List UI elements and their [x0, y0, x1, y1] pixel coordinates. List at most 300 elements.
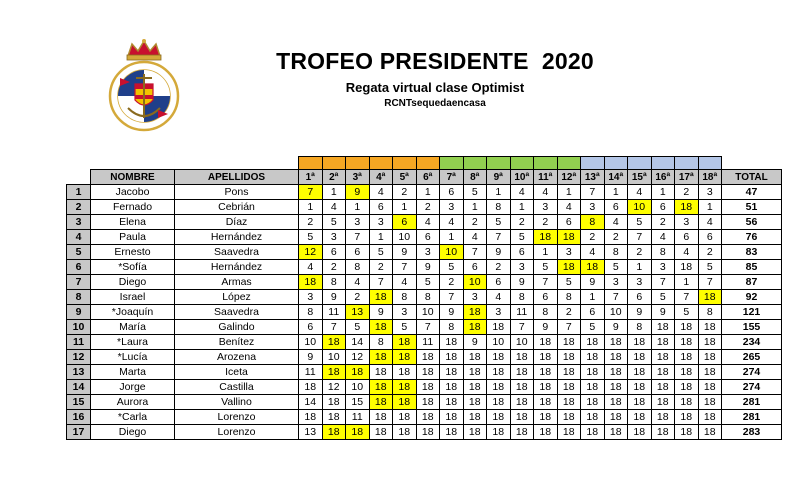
column-header-race: 16ª [651, 170, 675, 185]
race-result-cell: 18 [651, 350, 675, 365]
race-result-cell: 18 [510, 350, 534, 365]
race-result-cell: 6 [628, 290, 652, 305]
table-row [67, 380, 782, 395]
race-result-cell: 4 [487, 290, 511, 305]
race-group-swatch [393, 157, 417, 170]
column-header-race: 2ª [322, 170, 346, 185]
discarded-result-cell: 18 [322, 335, 346, 350]
race-result-cell: 18 [698, 395, 722, 410]
race-result-cell: 11 [299, 365, 323, 380]
race-group-swatch [416, 157, 440, 170]
race-result-cell: 8 [369, 335, 393, 350]
discarded-result-cell: 18 [346, 425, 370, 440]
position-cell: 6 [67, 260, 91, 275]
race-result-cell: 2 [510, 215, 534, 230]
nombre-cell: Ernesto [91, 245, 175, 260]
race-result-cell: 7 [628, 230, 652, 245]
apellidos-cell: Saavedra [175, 245, 299, 260]
race-result-cell: 4 [322, 200, 346, 215]
race-result-cell: 3 [416, 245, 440, 260]
race-result-cell: 5 [628, 215, 652, 230]
race-result-cell: 18 [369, 365, 393, 380]
race-result-cell: 18 [534, 350, 558, 365]
discarded-result-cell: 18 [393, 335, 417, 350]
race-result-cell: 18 [557, 350, 581, 365]
discarded-result-cell: 18 [369, 320, 393, 335]
column-header-race: 17ª [675, 170, 699, 185]
discarded-result-cell: 18 [581, 260, 605, 275]
column-header-race: 18ª [698, 170, 722, 185]
race-result-cell: 18 [510, 365, 534, 380]
apellidos-cell: Lorenzo [175, 425, 299, 440]
race-result-cell: 9 [534, 320, 558, 335]
race-result-cell: 18 [487, 365, 511, 380]
race-result-cell: 1 [463, 200, 487, 215]
race-result-cell: 18 [581, 380, 605, 395]
race-result-cell: 18 [369, 410, 393, 425]
race-result-cell: 5 [299, 230, 323, 245]
discarded-result-cell: 18 [369, 350, 393, 365]
race-result-cell: 7 [651, 275, 675, 290]
race-result-cell: 18 [416, 365, 440, 380]
race-result-cell: 18 [487, 395, 511, 410]
race-result-cell: 6 [369, 200, 393, 215]
race-result-cell: 7 [534, 275, 558, 290]
race-result-cell: 18 [440, 395, 464, 410]
crown-icon [127, 39, 161, 60]
race-result-cell: 18 [675, 320, 699, 335]
race-result-cell: 18 [698, 380, 722, 395]
race-group-swatch [628, 157, 652, 170]
race-result-cell: 18 [675, 425, 699, 440]
race-result-cell: 5 [416, 275, 440, 290]
table-row [67, 245, 782, 260]
column-header-race: 9ª [487, 170, 511, 185]
race-result-cell: 15 [346, 395, 370, 410]
race-result-cell: 1 [393, 200, 417, 215]
column-header-race: 10ª [510, 170, 534, 185]
race-result-cell: 18 [581, 350, 605, 365]
race-result-cell: 18 [628, 410, 652, 425]
race-result-cell: 2 [534, 215, 558, 230]
table-row [67, 290, 782, 305]
race-result-cell: 1 [440, 230, 464, 245]
position-cell: 9 [67, 305, 91, 320]
race-result-cell: 3 [675, 215, 699, 230]
hashtag-label: RCNTsequedaencasa [384, 98, 486, 109]
race-result-cell: 6 [698, 230, 722, 245]
race-result-cell: 2 [440, 275, 464, 290]
race-result-cell: 10 [604, 305, 628, 320]
race-group-swatch [463, 157, 487, 170]
race-result-cell: 8 [416, 290, 440, 305]
race-result-cell: 18 [604, 335, 628, 350]
race-result-cell: 18 [534, 410, 558, 425]
total-cell: 56 [722, 215, 782, 230]
discarded-result-cell: 18 [698, 290, 722, 305]
race-group-swatch [557, 157, 581, 170]
race-result-cell: 18 [675, 365, 699, 380]
race-result-cell: 1 [628, 260, 652, 275]
discarded-result-cell: 10 [440, 245, 464, 260]
race-result-cell: 11 [416, 335, 440, 350]
race-result-cell: 5 [346, 320, 370, 335]
table-row [67, 185, 782, 200]
race-result-cell: 4 [651, 230, 675, 245]
race-result-cell: 9 [604, 320, 628, 335]
table-row [67, 320, 782, 335]
column-header-race: 15ª [628, 170, 652, 185]
page-title: TROFEO PRESIDENTE 2020 [276, 48, 594, 74]
discarded-result-cell: 18 [557, 260, 581, 275]
race-result-cell: 18 [416, 380, 440, 395]
table-row [67, 365, 782, 380]
race-result-cell: 18 [416, 425, 440, 440]
race-result-cell: 18 [322, 395, 346, 410]
race-result-cell: 4 [510, 185, 534, 200]
column-header-race: 14ª [604, 170, 628, 185]
column-header-race: 5ª [393, 170, 417, 185]
discarded-result-cell: 18 [463, 305, 487, 320]
race-result-cell: 5 [487, 215, 511, 230]
race-result-cell: 7 [581, 185, 605, 200]
race-result-cell: 18 [440, 425, 464, 440]
total-cell: 274 [722, 365, 782, 380]
race-result-cell: 18 [581, 410, 605, 425]
race-result-cell: 12 [346, 350, 370, 365]
column-header-race: 13ª [581, 170, 605, 185]
race-result-cell: 10 [487, 335, 511, 350]
position-cell: 10 [67, 320, 91, 335]
race-result-cell: 6 [651, 200, 675, 215]
race-result-cell: 6 [534, 290, 558, 305]
apellidos-cell: Lorenzo [175, 410, 299, 425]
race-result-cell: 18 [604, 380, 628, 395]
race-result-cell: 8 [487, 200, 511, 215]
nombre-cell: María [91, 320, 175, 335]
apellidos-cell: Hernández [175, 230, 299, 245]
race-result-cell: 1 [604, 185, 628, 200]
race-result-cell: 18 [651, 320, 675, 335]
race-result-cell: 11 [322, 305, 346, 320]
position-cell: 5 [67, 245, 91, 260]
race-result-cell: 3 [346, 215, 370, 230]
discarded-result-cell: 6 [393, 215, 417, 230]
discarded-result-cell: 10 [463, 275, 487, 290]
discarded-result-cell: 18 [463, 320, 487, 335]
race-result-cell: 6 [675, 230, 699, 245]
race-result-cell: 4 [393, 275, 417, 290]
race-result-cell: 18 [604, 365, 628, 380]
race-result-cell: 4 [628, 185, 652, 200]
race-result-cell: 18 [369, 425, 393, 440]
race-result-cell: 7 [510, 320, 534, 335]
race-result-cell: 18 [651, 380, 675, 395]
race-result-cell: 4 [581, 245, 605, 260]
race-result-cell: 4 [675, 245, 699, 260]
column-header-race: 1ª [299, 170, 323, 185]
race-result-cell: 7 [393, 260, 417, 275]
race-result-cell: 7 [557, 320, 581, 335]
position-cell: 17 [67, 425, 91, 440]
race-result-cell: 4 [369, 185, 393, 200]
column-header-apellidos: APELLIDOS [175, 170, 299, 185]
race-result-cell: 8 [393, 290, 417, 305]
race-result-cell: 10 [299, 335, 323, 350]
race-result-cell: 5 [557, 275, 581, 290]
race-result-cell: 18 [440, 335, 464, 350]
discarded-result-cell: 18 [322, 425, 346, 440]
table-row [67, 200, 782, 215]
race-result-cell: 18 [510, 425, 534, 440]
race-result-cell: 18 [463, 410, 487, 425]
total-cell: 274 [722, 380, 782, 395]
race-result-cell: 18 [675, 380, 699, 395]
race-result-cell: 3 [369, 215, 393, 230]
discarded-result-cell: 7 [299, 185, 323, 200]
race-result-cell: 4 [557, 200, 581, 215]
total-cell: 283 [722, 425, 782, 440]
race-result-cell: 2 [581, 230, 605, 245]
race-group-swatch [369, 157, 393, 170]
discarded-result-cell: 10 [628, 200, 652, 215]
race-result-cell: 6 [510, 245, 534, 260]
race-result-cell: 6 [299, 320, 323, 335]
race-result-cell: 13 [299, 425, 323, 440]
total-cell: 121 [722, 305, 782, 320]
column-header-race: 11ª [534, 170, 558, 185]
race-result-cell: 18 [416, 350, 440, 365]
apellidos-cell: Díaz [175, 215, 299, 230]
race-result-cell: 3 [651, 260, 675, 275]
table-row [67, 350, 782, 365]
race-group-color-row [67, 157, 782, 170]
race-result-cell: 10 [416, 305, 440, 320]
race-group-swatch [346, 157, 370, 170]
race-result-cell: 1 [346, 200, 370, 215]
race-result-cell: 18 [463, 380, 487, 395]
race-result-cell: 8 [510, 290, 534, 305]
apellidos-cell: Vallino [175, 395, 299, 410]
race-result-cell: 18 [534, 425, 558, 440]
total-cell: 85 [722, 260, 782, 275]
race-result-cell: 18 [510, 395, 534, 410]
total-cell: 281 [722, 410, 782, 425]
race-result-cell: 18 [534, 395, 558, 410]
discarded-result-cell: 18 [369, 395, 393, 410]
race-result-cell: 1 [369, 230, 393, 245]
table-row [67, 335, 782, 350]
race-result-cell: 18 [698, 320, 722, 335]
discarded-result-cell: 9 [346, 185, 370, 200]
race-result-cell: 14 [299, 395, 323, 410]
race-result-cell: 3 [557, 245, 581, 260]
total-cell: 51 [722, 200, 782, 215]
race-result-cell: 18 [698, 365, 722, 380]
race-result-cell: 5 [463, 185, 487, 200]
race-result-cell: 18 [557, 395, 581, 410]
race-result-cell: 4 [440, 215, 464, 230]
total-cell: 76 [722, 230, 782, 245]
race-result-cell: 5 [651, 290, 675, 305]
total-cell: 87 [722, 275, 782, 290]
nombre-cell: *Carla [91, 410, 175, 425]
race-result-cell: 1 [416, 185, 440, 200]
nombre-cell: Diego [91, 425, 175, 440]
race-result-cell: 11 [346, 410, 370, 425]
race-result-cell: 2 [346, 290, 370, 305]
race-group-swatch [581, 157, 605, 170]
race-result-cell: 18 [322, 410, 346, 425]
race-result-cell: 9 [416, 260, 440, 275]
race-result-cell: 6 [487, 275, 511, 290]
discarded-result-cell: 18 [346, 365, 370, 380]
race-result-cell: 18 [487, 320, 511, 335]
race-result-cell: 5 [675, 305, 699, 320]
race-result-cell: 18 [604, 425, 628, 440]
race-result-cell: 4 [416, 215, 440, 230]
race-result-cell: 5 [393, 320, 417, 335]
race-group-swatch [675, 157, 699, 170]
race-result-cell: 5 [510, 230, 534, 245]
race-result-cell: 18 [581, 365, 605, 380]
race-result-cell: 3 [628, 275, 652, 290]
position-cell: 2 [67, 200, 91, 215]
race-result-cell: 7 [463, 245, 487, 260]
race-result-cell: 18 [628, 380, 652, 395]
page-subtitle: Regata virtual clase Optimist [345, 80, 525, 95]
race-group-swatch [510, 157, 534, 170]
race-result-cell: 18 [440, 365, 464, 380]
race-result-cell: 18 [487, 425, 511, 440]
race-result-cell: 6 [440, 185, 464, 200]
race-result-cell: 18 [604, 350, 628, 365]
race-result-cell: 18 [299, 410, 323, 425]
table-header-row [67, 170, 782, 185]
race-result-cell: 8 [534, 305, 558, 320]
race-result-cell: 10 [322, 350, 346, 365]
race-result-cell: 1 [698, 200, 722, 215]
table-row [67, 230, 782, 245]
nombre-cell: Marta [91, 365, 175, 380]
column-header-race: 8ª [463, 170, 487, 185]
race-result-cell: 18 [463, 350, 487, 365]
race-result-cell: 18 [698, 350, 722, 365]
race-result-cell: 8 [628, 320, 652, 335]
race-result-cell: 18 [557, 410, 581, 425]
total-cell: 92 [722, 290, 782, 305]
race-result-cell: 6 [322, 245, 346, 260]
nombre-cell: Jacobo [91, 185, 175, 200]
table-row [67, 410, 782, 425]
race-result-cell: 2 [463, 215, 487, 230]
total-cell: 281 [722, 395, 782, 410]
race-result-cell: 2 [369, 260, 393, 275]
race-result-cell: 18 [675, 335, 699, 350]
race-result-cell: 4 [604, 215, 628, 230]
apellidos-cell: Hernández [175, 260, 299, 275]
total-cell: 47 [722, 185, 782, 200]
race-result-cell: 18 [487, 350, 511, 365]
nombre-cell: *Sofía [91, 260, 175, 275]
race-result-cell: 7 [322, 320, 346, 335]
total-cell: 265 [722, 350, 782, 365]
race-result-cell: 8 [322, 275, 346, 290]
race-result-cell: 2 [322, 260, 346, 275]
race-result-cell: 9 [299, 350, 323, 365]
race-result-cell: 6 [463, 260, 487, 275]
race-result-cell: 18 [675, 395, 699, 410]
race-result-cell: 1 [534, 245, 558, 260]
race-result-cell: 9 [487, 245, 511, 260]
race-result-cell: 6 [557, 215, 581, 230]
race-result-cell: 7 [487, 230, 511, 245]
race-result-cell: 18 [299, 380, 323, 395]
race-result-cell: 18 [675, 260, 699, 275]
race-result-cell: 2 [628, 245, 652, 260]
race-result-cell: 11 [510, 305, 534, 320]
race-result-cell: 1 [651, 185, 675, 200]
race-result-cell: 8 [346, 260, 370, 275]
race-result-cell: 9 [440, 305, 464, 320]
race-result-cell: 9 [322, 290, 346, 305]
race-result-cell: 18 [698, 410, 722, 425]
race-result-cell: 7 [604, 290, 628, 305]
race-result-cell: 2 [675, 185, 699, 200]
race-result-cell: 18 [440, 410, 464, 425]
nombre-cell: Fernado [91, 200, 175, 215]
total-cell: 83 [722, 245, 782, 260]
race-result-cell: 18 [487, 380, 511, 395]
race-result-cell: 9 [369, 305, 393, 320]
column-header-total: TOTAL [722, 170, 782, 185]
race-result-cell: 18 [675, 410, 699, 425]
race-result-cell: 3 [322, 230, 346, 245]
position-cell: 8 [67, 290, 91, 305]
race-group-swatch [604, 157, 628, 170]
race-result-cell: 3 [698, 185, 722, 200]
discarded-result-cell: 18 [393, 380, 417, 395]
race-result-cell: 18 [628, 350, 652, 365]
race-result-cell: 18 [581, 425, 605, 440]
race-result-cell: 18 [675, 350, 699, 365]
race-result-cell: 10 [510, 335, 534, 350]
race-result-cell: 3 [604, 275, 628, 290]
discarded-result-cell: 8 [581, 215, 605, 230]
race-result-cell: 7 [416, 320, 440, 335]
apellidos-cell: Galindo [175, 320, 299, 335]
race-result-cell: 2 [416, 200, 440, 215]
club-crest-logo [104, 38, 184, 134]
race-result-cell: 6 [416, 230, 440, 245]
race-result-cell: 5 [369, 245, 393, 260]
race-result-cell: 7 [369, 275, 393, 290]
race-result-cell: 9 [393, 245, 417, 260]
position-cell: 4 [67, 230, 91, 245]
race-group-swatch [322, 157, 346, 170]
table-row [67, 425, 782, 440]
race-result-cell: 1 [557, 185, 581, 200]
total-cell: 155 [722, 320, 782, 335]
race-result-cell: 1 [487, 185, 511, 200]
race-result-cell: 3 [487, 305, 511, 320]
table-row [67, 305, 782, 320]
nombre-cell: *Laura [91, 335, 175, 350]
discarded-result-cell: 18 [369, 380, 393, 395]
race-group-swatch [299, 157, 323, 170]
race-result-cell: 3 [440, 200, 464, 215]
column-header-race: 4ª [369, 170, 393, 185]
